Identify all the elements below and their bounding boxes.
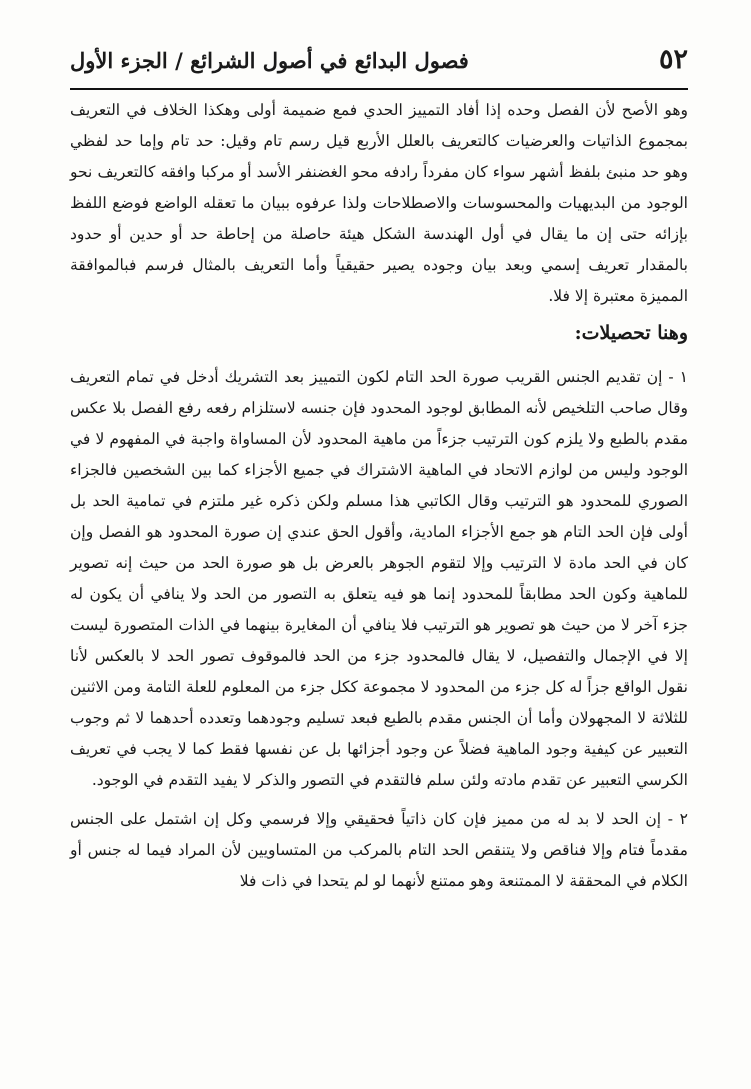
point-2-paragraph: ٢ - إن الحد لا بد له من مميز فإن كان ذاتياً فحقيقي وإلا فرسمي وكل إن اشتمل على الجنس مقدماً فتام وإلا فناقص ولا يتنقص الحد التام بالمركب من المتساويين لأن المراد فيما له جنس أو الكلام في المحققة لا الممتنعة وهو ممتنع لأنهما لو لم يتحدا في ذات فلا [70,810,688,890]
point-1-paragraph: ١ - إن تقديم الجنس القريب صورة الحد التام لكون التمييز بعد التشريك أدخل في تمام التعريف وقال صاحب التلخيص لأنه المطابق لوجود المحدود فإن جنسه لاستلزام رفعه رفع الفصل بلا عكس مقدم بالطبع ولا يلزم كون الترتيب جزءاً من ماهية المحدود لأن المساواة واجبة في المفهوم لا في الوجود وليس من لوازم الاتحاد في الماهية الاشتراك في جميع الأجزاء كما بين الشخصين فالجزاء الصوري للمحدود هو الترتيب وقال الكاتبي هذا مسلم ولكن ذكره غير ملتزم في تمامية الحد بل أولى فإن الحد التام هو جمع الأجزاء المادية، وأقول الحق عندي إن صورة المحدود هو الفصل وإن كان في الحد مادة لا الترتيب وإلا لتقوم الجوهر بالعرض بل هو صورة الحد من حيث إنه تصوير للماهية وكون الحد مطابقاً للمحدود إنما هو فيه يتعلق به التصور من الحد ولا ينافي أن يكون له جزء آخر لا من حيث هو تصوير هو الترتيب فلا ينافي أن المغايرة بينهما في الذات المتصورة ليست إلا في الإجمال والتفصيل، لا يقال فالمحدود جزء من الحد فالموقوف تصور الحد لا بالعكس لأنا نقول الواقع جزاً له كل جزء من المحدود لا مجموعة ككل جزء من المعلوم للعلة التامة ومن الاثنين للثلاثة لا المجهولان وأما أن الجنس مقدم بالطبع فبعد تسليم وجودهما وتعدده أحدهما لا ثم وجوب التعبير عن كيفية وجود الماهية فضلاً عن وجود أجزائها بل عن نفسها فقط كما لا يجب في تعريف الكرسي التعبير عن تقدم مادته ولئن سلم فالتقدم في التصور والذكر لا يفيد التقدم في الوجود. [70,368,688,789]
intro-paragraph: وهو الأصح لأن الفصل وحده إذا أفاد التمييز الحدي فمع ضميمة أولى وهكذا الخلاف في التعريف بمجموع الذاتيات والعرضيات كالتعريف بالعلل الأربع قيل رسم تام وقيل: حد تام وإما حد لفظي وهو حد منبئ بلفظ أشهر سواء كان مفرداً رادفه محو الغضنفر الأسد أو مركبا وافقه كالتعريف نحو الوجود من البديهيات والمحسوسات والاصطلاحات ولذا عرفوه ببيان ما تعقله الواضع فوضع اللفظ بإزائه حتى إن ما يقال في أول الهندسة الشكل هيئة حاصلة من إحاطة حد أو حدين أو حدود بالمقدار تعريف إسمي وبعد بيان وجوده يصير حقيقياً وأما التعريف بالمثال فرسم فبالموافقة المميزة معتبرة إلا فلا. [70,101,688,305]
header-divider [70,88,688,90]
page-header [70,42,688,86]
page-number: ٥٢ [658,44,688,75]
running-title: فصول البدائع في أصول الشرائع / الجزء الأول [70,48,469,73]
section-heading: وهنا تحصيلات: [574,322,688,344]
page-body [70,95,688,897]
